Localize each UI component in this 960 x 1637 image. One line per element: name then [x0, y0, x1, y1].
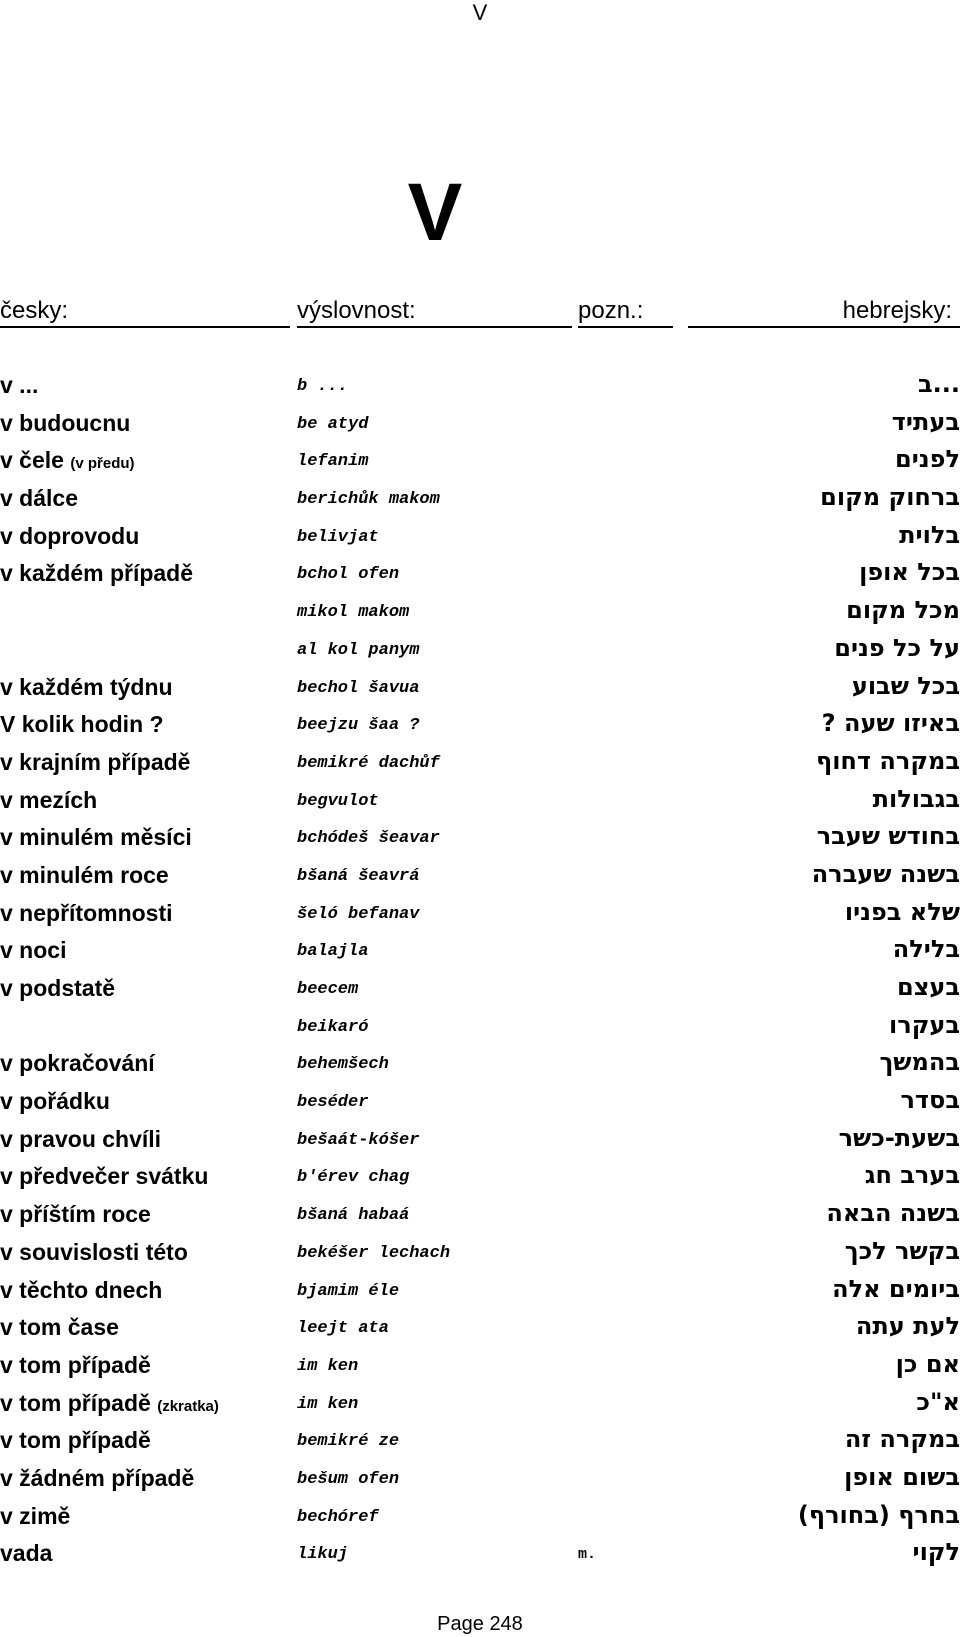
pronunciation: bchol ofen: [297, 565, 400, 585]
pronunciation: bešaát-kóšer: [297, 1130, 420, 1150]
czech-term: [0, 521, 139, 551]
pronunciation: beikaró: [297, 1017, 369, 1037]
pronunciation: im ken: [297, 1394, 359, 1414]
pronunciation: bchódeš šeavar: [297, 829, 440, 849]
czech-term-text: v tom případě: [0, 1427, 151, 1454]
czech-term-text: v žádném případě: [0, 1464, 195, 1491]
czech-term: [0, 1350, 151, 1380]
czech-term: [0, 408, 130, 438]
hebrew-term: ביומים אלה: [832, 1274, 960, 1303]
page-header-letter: V: [472, 0, 488, 25]
czech-term-text: vada: [0, 1540, 53, 1567]
czech-term: [0, 898, 173, 928]
czech-term: [0, 785, 97, 815]
hebrew-term: במקרה דחוף: [816, 746, 960, 775]
czech-term-text: v čele: [0, 447, 64, 474]
hebrew-term: אם כן: [895, 1349, 960, 1378]
table-row: [0, 858, 960, 896]
czech-term-text: v nepřítomnosti: [0, 899, 173, 926]
vocabulary-table: [0, 368, 960, 1574]
czech-term-text: v pravou chvíli: [0, 1125, 162, 1152]
hebrew-term: בשנה שעברה: [811, 859, 960, 888]
czech-term-note: (zkratka): [157, 1397, 219, 1415]
column-underline-pronunciation: [297, 326, 572, 328]
table-row: [0, 820, 960, 858]
pronunciation: mikol makom: [297, 603, 410, 623]
czech-term: [0, 1312, 119, 1342]
hebrew-term: לפנים: [895, 445, 960, 474]
pronunciation: beséder: [297, 1093, 369, 1113]
czech-term: [0, 672, 173, 702]
hebrew-term: בערב חג: [864, 1161, 960, 1190]
table-row: [0, 519, 960, 557]
czech-term-text: v pokračování: [0, 1050, 155, 1077]
table-row: [0, 783, 960, 821]
pronunciation: bemikré ze: [297, 1432, 400, 1452]
table-row: [0, 1159, 960, 1197]
czech-term: [0, 935, 66, 965]
czech-term-text: v každém případě: [0, 560, 194, 587]
czech-term: [0, 1124, 161, 1154]
table-row: [0, 971, 960, 1009]
hebrew-term: מכל מקום: [846, 596, 960, 625]
czech-term-text: v mezích: [0, 786, 98, 813]
table-row: [0, 406, 960, 444]
column-underline-czech: [0, 326, 290, 328]
table-row: [0, 896, 960, 934]
pronunciation: leejt ata: [297, 1319, 389, 1339]
hebrew-term: בכל שבוע: [851, 671, 960, 700]
hebrew-term: בשעת-כשר: [838, 1123, 960, 1152]
hebrew-term: בחרף (בחורף): [797, 1500, 960, 1529]
pronunciation: bechol šavua: [297, 678, 420, 698]
table-row: [0, 632, 960, 670]
czech-term: [0, 1425, 151, 1455]
czech-term-text: v pořádku: [0, 1088, 110, 1115]
pronunciation: b ...: [297, 377, 349, 396]
column-header-czech: česky:: [0, 297, 69, 324]
czech-term-text: v souvislosti této: [0, 1238, 188, 1265]
column-header-note: pozn.:: [578, 297, 644, 324]
table-row: [0, 1197, 960, 1235]
czech-term: [0, 1501, 70, 1531]
column-header-pronunciation: výslovnost:: [297, 297, 416, 324]
czech-term-text: v noci: [0, 937, 67, 964]
czech-term-text: v ...: [0, 372, 39, 398]
czech-term: [0, 1538, 52, 1568]
czech-term-text: v krajním případě: [0, 748, 191, 775]
pronunciation: belivjat: [297, 527, 379, 547]
hebrew-term: בסדר: [900, 1086, 960, 1115]
section-title: V: [407, 167, 463, 258]
hebrew-term: בעקרו: [889, 1010, 960, 1039]
czech-term: [0, 370, 38, 400]
czech-term-text: v minulém roce: [0, 861, 169, 888]
hebrew-term: ...ב: [918, 370, 960, 398]
czech-term: [0, 558, 193, 588]
pronunciation: bšaná habaá: [297, 1206, 410, 1226]
table-row: [0, 1461, 960, 1499]
hebrew-term: בקשר לכך: [844, 1236, 960, 1265]
hebrew-term: בעצם: [897, 973, 960, 1001]
pronunciation: likuj: [297, 1545, 349, 1565]
pronunciation: begvulot: [297, 791, 379, 811]
czech-term-text: v minulém měsíci: [0, 824, 192, 851]
hebrew-term: בלוית: [899, 520, 960, 549]
pronunciation: be atyd: [297, 414, 369, 434]
czech-term: [0, 1237, 188, 1267]
czech-term-text: v příštím roce: [0, 1201, 151, 1228]
table-row: [0, 556, 960, 594]
column-underline-hebrew: [688, 326, 960, 328]
czech-term-text: v podstatě: [0, 975, 116, 1001]
table-row: [0, 368, 960, 406]
table-row: [0, 1423, 960, 1461]
czech-term: [0, 1086, 110, 1116]
czech-term: [0, 709, 164, 739]
table-row: [0, 443, 960, 481]
hebrew-term: לקוי: [912, 1538, 960, 1567]
table-row: [0, 1046, 960, 1084]
hebrew-term: בהמשך: [879, 1048, 960, 1077]
czech-term: [0, 860, 169, 890]
table-row: [0, 1122, 960, 1160]
hebrew-term: באיזו שעה ?: [821, 709, 960, 738]
table-row: [0, 1386, 960, 1424]
hebrew-term: בכל אופן: [859, 558, 960, 587]
hebrew-term: א"כ: [916, 1387, 960, 1416]
pronunciation: im ken: [297, 1356, 359, 1376]
czech-term-text: v zimě: [0, 1502, 71, 1529]
column-underline-note: [578, 326, 673, 328]
czech-term: [0, 822, 192, 852]
czech-term: [0, 483, 78, 513]
hebrew-term: לעת עתה: [855, 1312, 960, 1341]
czech-term-text: v tom případě: [0, 1351, 151, 1378]
pronunciation: beecem: [297, 980, 359, 999]
czech-term: [0, 1048, 155, 1078]
pronunciation: lefanim: [297, 452, 369, 472]
pronunciation: beejzu šaa ?: [297, 716, 420, 736]
table-row: [0, 481, 960, 519]
hebrew-term: על כל פנים: [834, 633, 960, 662]
czech-term-text: V kolik hodin ?: [0, 711, 164, 738]
hebrew-term: במקרה זה: [844, 1425, 960, 1454]
pronunciation: bemikré dachůf: [297, 753, 440, 773]
czech-term-text: v tom případě: [0, 1389, 151, 1416]
pronunciation: berichůk makom: [297, 490, 440, 510]
czech-term-text: v dálce: [0, 485, 78, 512]
table-row: [0, 1348, 960, 1386]
page-number: Page 248: [437, 1613, 523, 1635]
czech-term-text: v těchto dnech: [0, 1276, 163, 1303]
table-row: [0, 1235, 960, 1273]
hebrew-term: בעתיד: [891, 407, 960, 436]
pronunciation: al kol panym: [297, 640, 420, 660]
czech-term-text: v tom čase: [0, 1314, 119, 1341]
czech-term: [0, 747, 190, 777]
pronunciation: bešum ofen: [297, 1469, 400, 1489]
table-row: [0, 1536, 960, 1574]
czech-term-note: (v předu): [70, 455, 135, 473]
hebrew-term: בחודש שעבר: [816, 822, 960, 851]
pronunciation: balajla: [297, 942, 369, 962]
czech-term: [0, 445, 135, 479]
czech-term-text: v každém týdnu: [0, 673, 173, 700]
table-row: [0, 670, 960, 708]
czech-term-text: v předvečer svátku: [0, 1163, 209, 1190]
hebrew-term: בלילה: [892, 935, 960, 964]
hebrew-term: שלא בפניו: [844, 897, 960, 926]
pronunciation: b'érev chag: [297, 1168, 410, 1188]
table-row: [0, 1273, 960, 1311]
table-row: [0, 1084, 960, 1122]
hebrew-term: ברחוק מקום: [820, 483, 960, 512]
pronunciation: bechóref: [297, 1507, 379, 1527]
table-row: [0, 594, 960, 632]
hebrew-term: בשנה הבאה: [826, 1199, 960, 1228]
pronunciation: bjamim éle: [297, 1281, 400, 1301]
table-row: [0, 745, 960, 783]
pronunciation: bekéšer lechach: [297, 1243, 451, 1263]
grammar-note: m.: [578, 1546, 597, 1564]
czech-term-text: v budoucnu: [0, 409, 131, 436]
czech-term: [0, 973, 115, 1003]
czech-term: [0, 1388, 219, 1422]
column-header-hebrew: hebrejsky:: [842, 297, 952, 324]
czech-term: [0, 1463, 194, 1493]
table-row: [0, 707, 960, 745]
pronunciation: šeló befanav: [297, 904, 420, 924]
pronunciation: behemšech: [297, 1055, 389, 1075]
pronunciation: bšaná šeavrá: [297, 866, 420, 886]
hebrew-term: בשום אופן: [844, 1462, 960, 1491]
czech-term: [0, 1275, 162, 1305]
table-row: [0, 933, 960, 971]
czech-term-text: v doprovodu: [0, 522, 140, 549]
table-row: [0, 1499, 960, 1537]
hebrew-term: בגבולות: [872, 784, 960, 813]
table-row: [0, 1310, 960, 1348]
table-row: [0, 1009, 960, 1047]
czech-term: [0, 1161, 208, 1191]
czech-term: [0, 1199, 151, 1229]
